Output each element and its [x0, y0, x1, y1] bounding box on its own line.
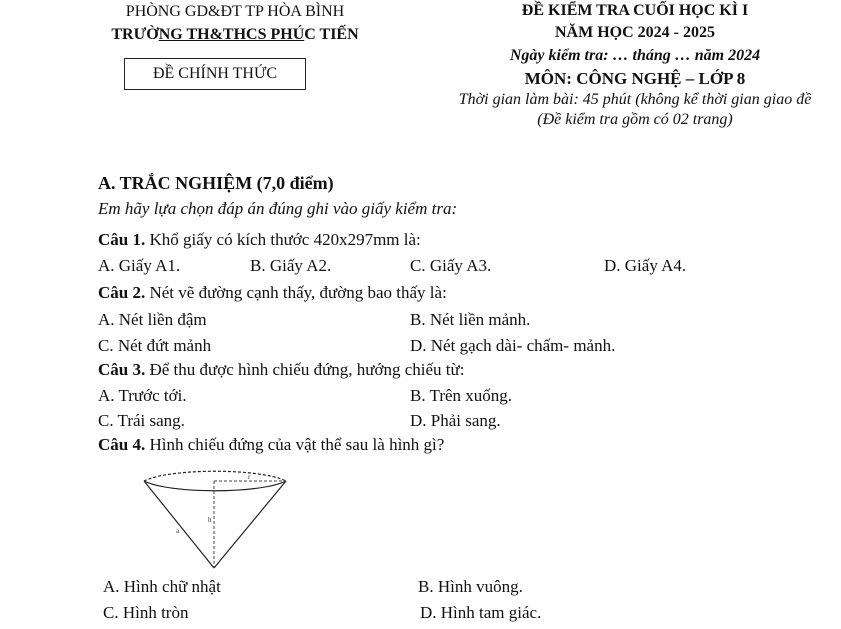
option-1b: B. Giấy A2.: [250, 256, 332, 275]
option-3b: B. Trên xuống.: [410, 386, 513, 405]
question-text: Để thu được hình chiếu đứng, hướng chiếu từ:: [145, 360, 465, 379]
header-left: [70, 0, 400, 46]
department-name: PHÒNG GD&ĐT TP HÒA BÌNH: [125, 3, 345, 20]
school-name-part: C TIẾN: [304, 26, 359, 43]
section-instruction: Em hãy lựa chọn đáp án đúng ghi vào giấy kiểm tra:: [98, 199, 458, 218]
question-label: Câu 1.: [98, 230, 146, 249]
question-4: [98, 435, 444, 455]
label-a: a: [176, 527, 180, 535]
question-text: Hình chiếu đứng của vật thể sau là hình gì?: [145, 435, 445, 454]
cone-base-back-edge: [144, 471, 286, 481]
duration: Thời gian làm bài: 45 phút (không kể thời gian giao đề: [458, 91, 812, 108]
option-2a: A. Nét liền đậm: [98, 310, 207, 329]
option-1c: C. Giấy A3.: [410, 256, 492, 275]
option-2b: B. Nét liền mảnh.: [410, 310, 531, 329]
label-r: r: [248, 473, 251, 481]
section-title: A. TRẮC NGHIỆM (7,0 điểm): [98, 173, 334, 193]
option-4b: B. Hình vuông.: [418, 577, 523, 596]
school-name-part: TRƯỜ: [111, 26, 159, 43]
question-1: [98, 230, 421, 250]
cone-figure: [140, 470, 290, 570]
pages-note: (Đề kiểm tra gồm có 02 trang): [537, 111, 733, 128]
question-label: Câu 2.: [98, 283, 146, 302]
official-stamp-box: ĐỀ CHÍNH THỨC: [124, 58, 306, 90]
subject: MÔN: CÔNG NGHỆ – LỚP 8: [524, 69, 746, 88]
question-text: Khổ giấy có kích thước 420x297mm là:: [145, 230, 421, 249]
question-label: Câu 4.: [98, 435, 146, 454]
cone-left-edge: [144, 481, 214, 568]
school-name: [70, 23, 400, 46]
option-2c: C. Nét đứt mảnh: [98, 336, 212, 355]
exam-date: Ngày kiểm tra: … tháng … năm 2024: [509, 47, 761, 64]
option-2d: D. Nét gạch dài- chấm- mảnh.: [410, 336, 616, 355]
label-h: h: [208, 516, 212, 524]
question-3: [98, 360, 464, 380]
option-1a: A. Giấy A1.: [98, 256, 181, 275]
option-4d: D. Hình tam giác.: [420, 603, 542, 622]
option-3c: C. Trái sang.: [98, 411, 185, 430]
exam-title: ĐỀ KIỂM TRA CUỐI HỌC KÌ I: [521, 2, 749, 19]
question-text: Nét vẽ đường cạnh thấy, đường bao thấy là:: [145, 283, 447, 302]
cone-base-front-edge: [144, 481, 286, 491]
option-4a: A. Hình chữ nhật: [103, 577, 221, 596]
header-right: [405, 0, 841, 130]
cone-right-edge: [214, 481, 286, 568]
question-label: Câu 3.: [98, 360, 146, 379]
option-1d: D. Giấy A4.: [604, 256, 687, 275]
option-3a: A. Trước tới.: [98, 386, 187, 405]
question-2: [98, 283, 447, 303]
school-year: NĂM HỌC 2024 - 2025: [555, 24, 715, 41]
option-3d: D. Phải sang.: [410, 411, 501, 430]
option-4c: C. Hình tròn: [103, 603, 189, 622]
school-name-underlined: NG TH&THCS PHÚ: [158, 26, 305, 43]
